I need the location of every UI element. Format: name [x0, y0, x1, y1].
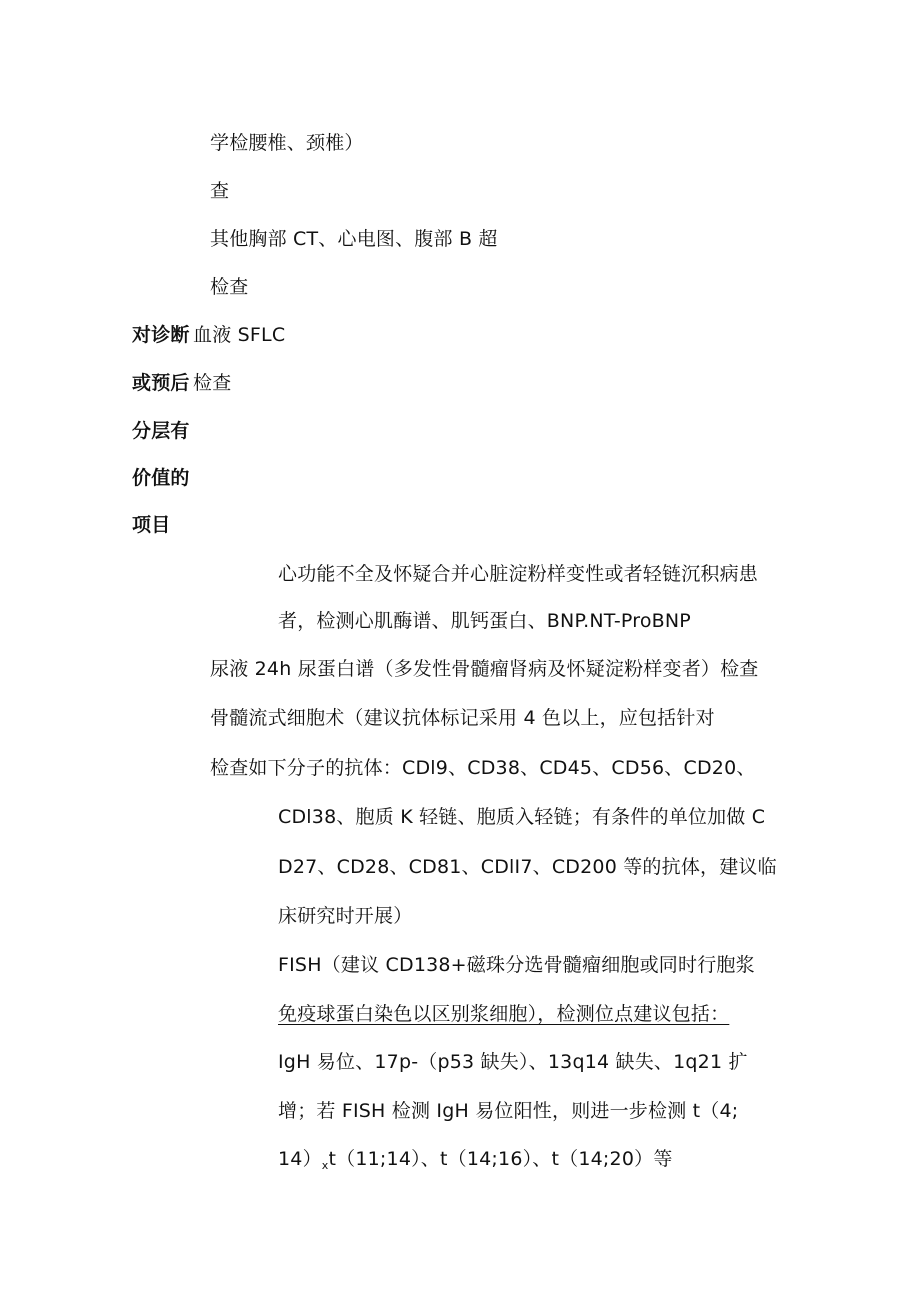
flow-line1: 骨髓流式细胞术（建议抗体标记采用 4 色以上，应包括针对 [210, 707, 715, 729]
line-exam: 检查 [210, 276, 249, 298]
line-spine-check: 学检腰椎、颈椎） [210, 132, 364, 154]
flow-line2: 检查如下分子的抗体：CDl9、CD38、CD45、CD56、CD20、 [210, 757, 756, 779]
diagnosis-label-line4: 价值的 [132, 467, 190, 489]
line-check-fragment: 查 [210, 180, 230, 202]
fish-line5 [278, 1147, 673, 1171]
fish-line1: FISH（建议 CD138+磁珠分选骨髓瘤细胞或同时行胞浆 [278, 954, 755, 976]
line-other-exams: 其他胸部 CT、心电图、腹部 B 超 [210, 228, 498, 250]
fish-line4: 增；若 FISH 检测 IgH 易位阳性，则进一步检测 t（4; [278, 1100, 739, 1122]
diagnosis-label-line5: 项目 [132, 514, 171, 536]
flow-line5: 床研究时开展） [278, 905, 413, 927]
diagnosis-label-line1: 对诊断 [132, 324, 190, 346]
flow-line4: D27、CD28、CD81、CDlI7、CD200 等的抗体，建议临 [278, 856, 777, 878]
fish-line2: 免疫球蛋白染色以区别浆细胞），检测位点建议包括： [278, 1003, 730, 1025]
blood-sflc-text: 血液 SFLC [193, 324, 286, 346]
blood-check-text: 检查 [193, 372, 232, 394]
cardiac-line2: 者，检测心肌酶谱、肌钙蛋白、BNP.NT-ProBNP [278, 610, 691, 632]
fish-line5-part-a: 14） [278, 1148, 322, 1170]
diagnosis-label-line2: 或预后 [132, 372, 190, 394]
diagnosis-label-line3: 分层有 [132, 420, 190, 442]
fish-line5-subscript: x [321, 1159, 329, 1172]
cardiac-line1: 心功能不全及怀疑合并心脏淀粉样变性或者轻链沉积病患 [278, 563, 759, 585]
fish-line3: IgH 易位、17p-（p53 缺失）、13q14 缺失、1q21 扩 [278, 1051, 748, 1073]
fish-line5-part-b: t（11;14）、t（14;16）、t（14;20）等 [328, 1148, 673, 1170]
flow-line3: CDl38、胞质 K 轻链、胞质入轻链；有条件的单位加做 C [278, 806, 766, 828]
urine-line: 尿液 24h 尿蛋白谱（多发性骨髓瘤肾病及怀疑淀粉样变者）检查 [210, 658, 759, 680]
